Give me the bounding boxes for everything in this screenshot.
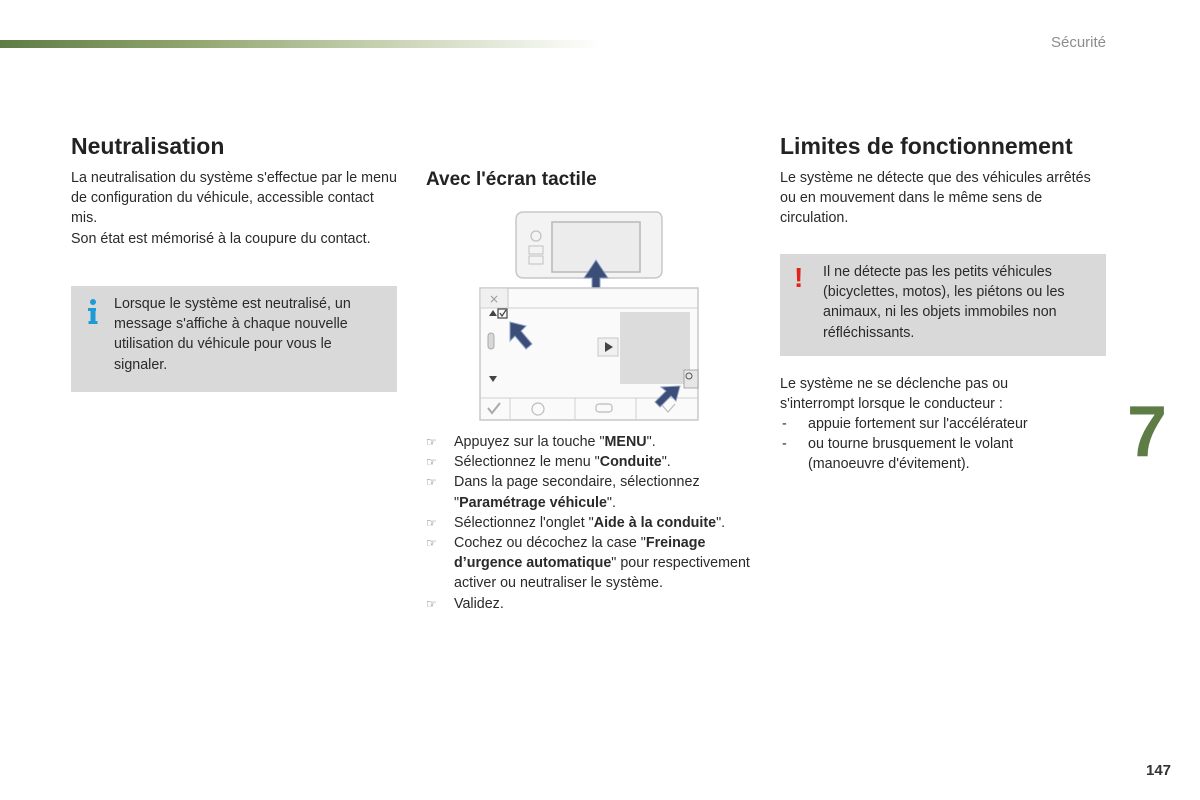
step-item: ☞ Cochez ou décochez la case "Freinage d’urgence automatique" pour respectivement activer ou neutraliser le système. xyxy=(426,535,750,592)
chapter-number: 7 xyxy=(1127,392,1168,472)
list-item: - ou tourne brusquement le volant (manoeuvre d'évitement). xyxy=(782,436,1014,473)
step-item: ☞ Dans la page secondaire, sélectionnez "Paramétrage véhicule". xyxy=(426,474,700,511)
pointing-hand-icon: ☞ xyxy=(426,536,437,551)
limits-paragraph-2: Le système ne se déclenche pas ou s'interrompt lorsque le conducteur : xyxy=(780,376,1009,413)
step-item: ☞ Sélectionnez l'onglet "Aide à la conduite". xyxy=(426,513,756,533)
page-number: 147 xyxy=(1146,762,1172,779)
menu-key-label: MENU xyxy=(604,434,647,450)
svg-text:×: × xyxy=(489,292,500,306)
info-box-text: Lorsque le système est neutralisé, un message s'affiche à chaque nouvelle utilisation du véhicule pour vous le signaler. xyxy=(114,296,351,373)
info-icon xyxy=(87,298,99,326)
list-item: - appuie fortement sur l'accélérateur xyxy=(782,416,1028,432)
pointing-hand-icon: ☞ xyxy=(426,475,437,490)
step-item: ☞ Sélectionnez le menu "Conduite". xyxy=(426,452,756,472)
limits-title: Limites de fonctionnement xyxy=(780,133,1073,159)
warning-icon: ! xyxy=(794,262,804,293)
step-item: ☞ Validez. xyxy=(426,594,756,614)
header-gradient-bar xyxy=(0,40,600,48)
neutralisation-paragraph-1: La neutralisation du système s'effectue par le menu de configuration du véhicule, accessible contact mis. xyxy=(71,170,397,227)
limits-paragraph: Le système ne détecte que des véhicules arrêtés ou en mouvement dans le même sens de circulation. xyxy=(780,170,1091,227)
pointing-hand-icon: ☞ xyxy=(426,515,437,530)
pointing-hand-icon: ☞ xyxy=(426,596,437,611)
touchscreen-illustration xyxy=(476,208,702,424)
instruction-steps xyxy=(426,432,756,614)
pointing-hand-icon: ☞ xyxy=(426,455,437,470)
console-shape xyxy=(516,212,662,278)
neutralisation-text xyxy=(71,168,401,249)
pointing-hand-icon: ☞ xyxy=(426,435,437,449)
section-label: Sécurité xyxy=(1050,34,1106,51)
warning-box xyxy=(780,254,1106,356)
neutralisation-title: Neutralisation xyxy=(71,133,225,159)
step-item: ☞ Appuyez sur la touche "MENU". xyxy=(426,432,756,452)
conditions-list xyxy=(780,414,1080,475)
touchscreen-title: Avec l'écran tactile xyxy=(426,169,597,190)
neutralisation-paragraph-2: Son état est mémorisé à la coupure du contact. xyxy=(71,230,371,247)
warning-box-text: Il ne détecte pas les petits véhicules (bicyclettes, motos), les piétons ou les animaux, ni les objets immobiles non réfléchissants. xyxy=(823,264,1065,341)
info-box xyxy=(71,286,397,392)
